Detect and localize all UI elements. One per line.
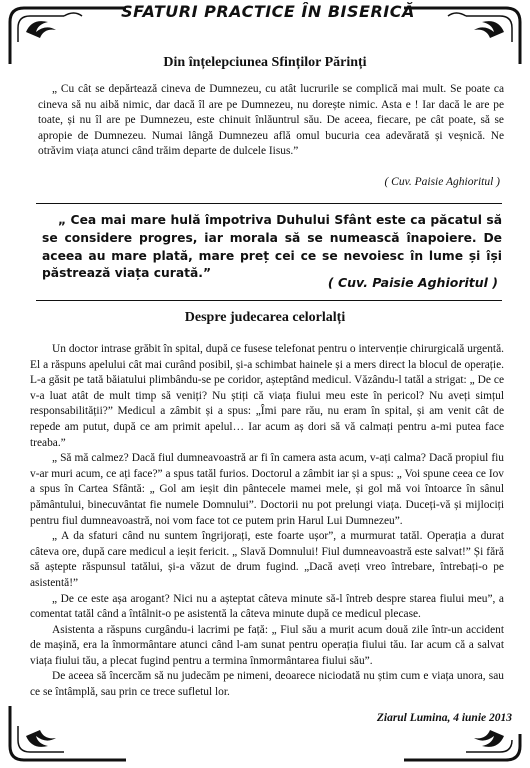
divider	[36, 300, 502, 301]
section-title: Din înțelepciunea Sfinților Părinți	[163, 55, 367, 70]
article-body	[30, 342, 504, 701]
section-title: Despre judecarea celorlalți	[184, 310, 346, 325]
paragraph: „ Cu cât se depărtează cineva de Dumnezeu, cu atât lucrurile se complică mai mult. Se poate ca cineva să nu aibă nimic, dar dacă îl are pe Dumnezeu, nu dorește nimic. Asta e ! Iar dacă le are pe toate, și nu îl are pe Dumnezeu, este chinuit înlăuntrul său. De aceea, fiecare, pe cât poate, să se apropie de Dumnezeu. Numai lângă Dumnezeu află omul bucuria cea adevărată și veșnică. Ne otrăvim viața atunci când trăim departe de dulcele Iisus.”	[38, 83, 504, 158]
paragraph: „ Să mă calmez? Dacă fiul dumneavoastră ar fi în camera asta acum, v-ați calma? Dacă propiul fiu v-ar muri acum, ce ați face?” a spus tatăl furios. Doctorul a zâmbit iar și a spus: „ Voi spune ceea ce Iov a spus în Cartea Sfântă: „ Gol am ieșit din pântecele mamei mele, și gol mă voi întoarce în sânul pământului, binecuvântat fie numele Domnului”. Doctorii nu pot prelungi viața. Duceți-vă și mijlociți pentru fiul dumneavoastră, noi vom face tot ce putem prin Harul Lui Dumnezeu”.	[30, 452, 504, 527]
corner-ornament-bottom-right	[400, 704, 526, 766]
quote-text: „ Cea mai mare hulă împotriva Duhului Sfânt este ca păcatul să se considere progres, iar morala să se numească înapoiere. De aceea au mare plată, mare preț cei ce se nevoiesc în lume și își păstrează viața curată.”	[42, 213, 502, 281]
paragraph: „ A da sfaturi când nu suntem îngrijorați, este foarte ușor”, a murmurat tatăl. Operația a durat câteva ore, după care medicul a ieșit fericit. „ Slavă Domnului! Fiul dumneavoastră este salvat!” Și fără să aștepte răspunsul tatălui, și-a văzut de drum fugind. „Dacă aveți vreo întrebare, întrebați-o pe asistentă!”	[30, 530, 504, 589]
page-header-title: SFATURI PRACTICE ÎN BISERICĂ	[121, 2, 415, 21]
corner-ornament-bottom-left	[4, 704, 130, 766]
paragraph: De aceea să încercăm să nu judecăm pe nimeni, deoarece niciodată nu știm cum e viața unora, sau ce se întâmplă, sau prin ce trece sufletul lor.	[30, 670, 504, 699]
paragraph: Asistenta a răspuns curgându-i lacrimi pe față: „ Fiul său a murit acum două zile într-un accident de mașină, era la înmormântare atunci când l-am sunat pentru operația fiului tău. Iar acum că a salvat viața fiului tău, a plecat fugind pentru a termina înmormântarea fiului său”.	[30, 623, 504, 667]
paragraph: Un doctor intrase grăbit în spital, după ce fusese telefonat pentru o intervenție chirurgicală urgentă. El a răspuns apelului cât mai curând posibil, și-a schimbat hainele și a mers direct la blocul de operație. L-a găsit pe tată băiatului plimbându-se pe coridor, așteptând medicul. Văzându-l tatăl a strigat: „ De ce v-a luat atât de mult timp să veniți? Nu știți că viața fiului meu este în pericol? Nu aveți simțul responsabilității?” Medicul a zâmbit și a spus: „Îmi pare rău, nu eram în spital, și am venit cât de repede am putut, după ce am primit apelul… Iar acum aș dori să vă calmați pentru a-mi putea face treaba.”	[30, 343, 504, 449]
source-citation: Ziarul Lumina, 4 iunie 2013	[376, 712, 512, 724]
paragraph: „ De ce este așa arogant? Nici nu a așteptat câteva minute să-l întreb despre starea fiului meu”, a comentat tatăl când a întâlnit-o pe asistentă la câteva minute după ce medicul plecase.	[30, 592, 504, 621]
signature: ( Cuv. Paisie Aghioritul )	[384, 176, 500, 188]
quote-signature: ( Cuv. Paisie Aghioritul )	[327, 275, 498, 290]
divider	[36, 203, 502, 204]
